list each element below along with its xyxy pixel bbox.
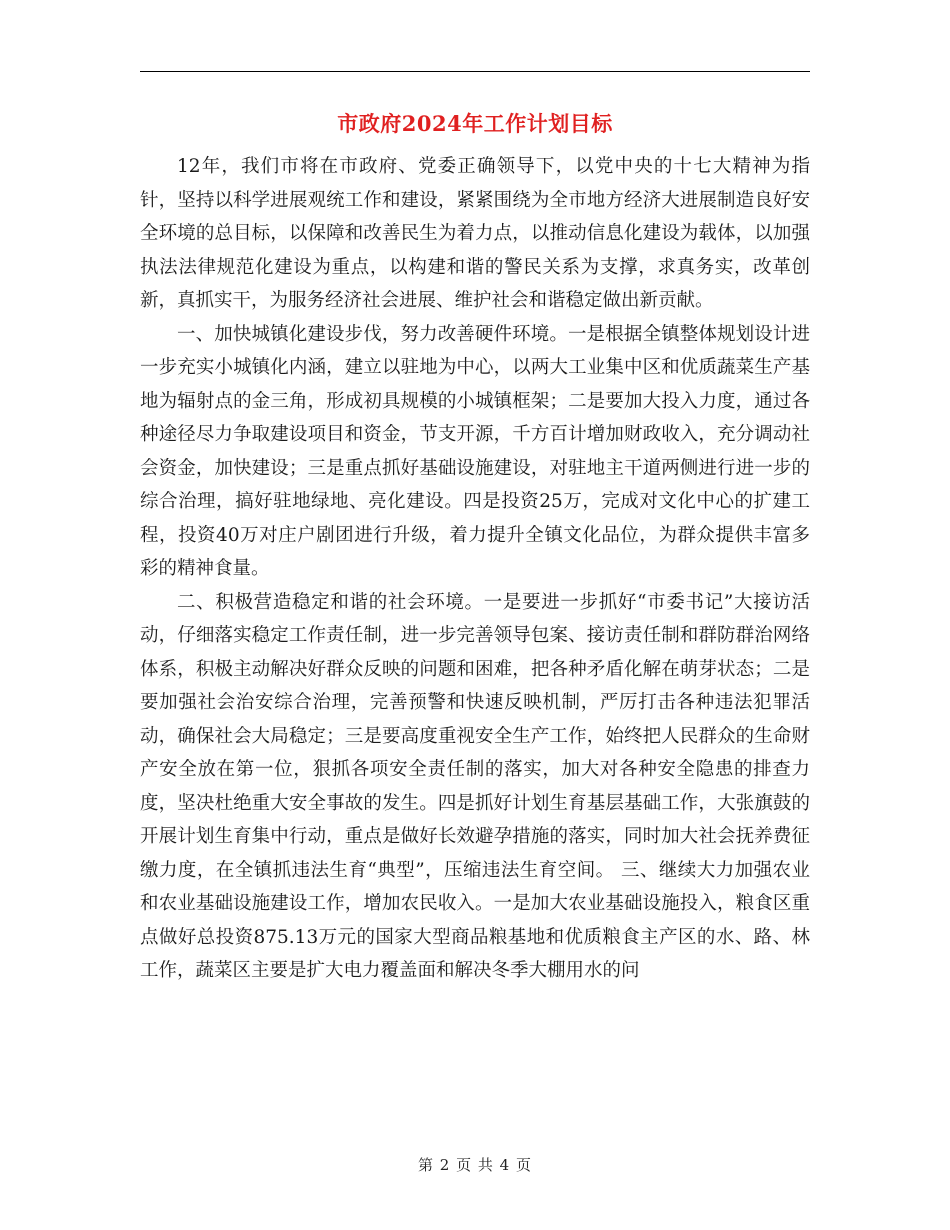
document-title: 市政府2024年工作计划目标	[337, 111, 613, 136]
paragraph-intro: 12年，我们市将在市政府、党委正确领导下，以党中央的十七大精神为指针，坚持以科学进展观统工作和建设，紧紧围绕为全市地方经济大进展制造良好安全环境的总目标，以保障和改善民生为着力点，以推动信息化建设为载体，以加强执法法律规范化建设为重点，以构建和谐的警民关系为支撑，求真务实，改革创新，真抓实干，为服务经济社会进展、维护社会和谐稳定做出新贡献。	[140, 156, 810, 311]
paragraph-section-2: 二、积极营造稳定和谐的社会环境。一是要进一步抓好“市委书记”大接访活动，仔细落实稳定工作责任制，进一步完善领导包案、接访责任制和群防群治网络体系，积极主动解决好群众反映的问题和困难，把各种矛盾化解在萌芽状态；二是要加强社会治安综合治理，完善预警和快速反映机制，严厉打击各种违法犯罪活动，确保社会大局稳定；三是要高度重视安全生产工作，始终把人民群众的生命财产安全放在第一位，狠抓各项安全责任制的落实，加大对各种安全隐患的排查力度，坚决杜绝重大安全事故的发生。四是抓好计划生育基层基础工作，大张旗鼓的开展计划生育集中行动，重点是做好长效避孕措施的落实，同时加大社会抚养费征缴力度，在全镇抓违法生育“典型”，压缩违法生育空间。 三、继续大力加强农业和农业基础设施建设工作，增加农民收入。一是加大农业基础设施投入，粮食区重点做好总投资875.13万元的国家大型商品粮基地和优质粮食主产区的水、路、林工作，蔬菜区主要是扩大电力覆盖面和解决冬季大棚用水的问	[140, 591, 810, 981]
document-body	[140, 150, 810, 988]
paragraph-section-1: 一、加快城镇化建设步伐，努力改善硬件环境。一是根据全镇整体规划设计进一步充实小城镇化内涵，建立以驻地为中心，以两大工业集中区和优质蔬菜生产基地为辐射点的金三角，形成初具规模的小城镇框架；二是要加大投入力度，通过各种途径尽力争取建设项目和资金，节支开源，千方百计增加财政收入，充分调动社会资金，加快建设；三是重点抓好基础设施建设，对驻地主干道两侧进行进一步的综合治理，搞好驻地绿地、亮化建设。四是投资25万，完成对文化中心的扩建工程，投资40万对庄户剧团进行升级，着力提升全镇文化品位，为群众提供丰富多彩的精神食量。	[140, 323, 810, 579]
page-number: 第 2 页 共 4 页	[418, 1156, 532, 1174]
header-rule	[140, 71, 810, 72]
